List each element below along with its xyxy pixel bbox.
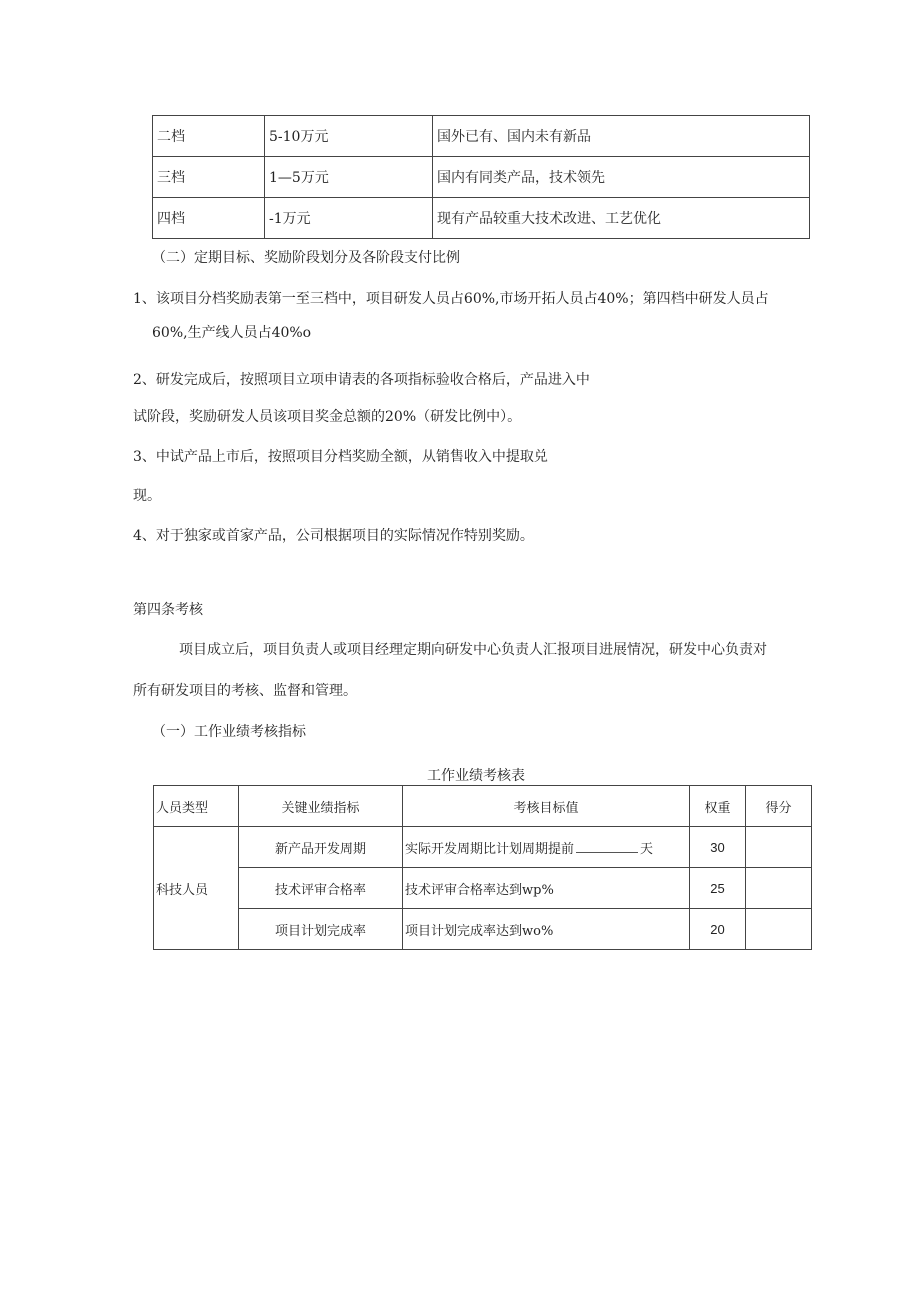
kpi-cell: 技术评审合格率 [239,868,403,909]
target-cell: 技术评审合格率达到wp% [403,868,690,909]
item2-line1: 2、研发完成后，按照项目立项申请表的各项指标验收合格后，产品进入中 [133,372,590,388]
article4-title: 第四条考核 [133,602,203,618]
kpi-cell: 新产品开发周期 [239,827,403,868]
target-cell [403,827,690,868]
header-cell: 人员类型 [154,786,239,827]
header-cell: 得分 [746,786,812,827]
header-cell: 权重 [690,786,746,827]
tier-cell: 四档 [153,198,265,239]
section2-heading: （二）定期目标、奖励阶段划分及各阶段支付比例 [152,250,460,266]
condition-cell: 国外已有、国内未有新品 [433,116,810,157]
header-cell: 关键业绩指标 [239,786,403,827]
item1-line2: 60%,生产线人员占40%o [152,325,312,341]
header-cell: 考核目标值 [403,786,690,827]
score-cell[interactable] [746,827,812,868]
condition-cell: 国内有同类产品，技术领先 [433,157,810,198]
table-row [154,909,812,950]
item2-line2: 试阶段，奖励研发人员该项目奖金总额的20%（研发比例中）。 [133,409,522,425]
score-cell[interactable] [746,868,812,909]
perf-table-caption: 工作业绩考核表 [427,768,525,784]
amount-cell: 5-10万元 [265,116,433,157]
kpi-cell: 项目计划完成率 [239,909,403,950]
blank-underline [576,842,638,853]
target-prefix: 实际开发周期比计划周期提前 [405,841,575,857]
item4: 4、对于独家或首家产品，公司根据项目的实际情况作特别奖励。 [133,528,534,544]
target-cell: 项目计划完成率达到wo% [403,909,690,950]
target-suffix: 天 [640,841,654,857]
table-row [154,868,812,909]
tier-cell: 二档 [153,116,265,157]
score-cell[interactable] [746,909,812,950]
table-header-row [154,786,812,827]
section1-heading: （一）工作业绩考核指标 [152,724,306,740]
weight-cell: 20 [690,909,746,950]
group-label-cell: 科技人员 [154,827,239,950]
item3-line2: 现。 [133,488,161,504]
item1-line1: 1、该项目分档奖励表第一至三档中，项目研发人员占60%,市场开拓人员占40%；第四档中研发人员占 [133,291,769,307]
amount-cell: 1—5万元 [265,157,433,198]
article4-paragraph-line1: 项目成立后，项目负责人或项目经理定期向研发中心负责人汇报项目进展情况，研发中心负责对 [179,642,767,658]
condition-cell: 现有产品较重大技术改进、工艺优化 [433,198,810,239]
article4-paragraph-line2: 所有研发项目的考核、监督和管理。 [133,683,357,699]
performance-table [153,785,812,950]
weight-cell: 25 [690,868,746,909]
amount-cell: -1万元 [265,198,433,239]
table-row [153,198,810,239]
tier-cell: 三档 [153,157,265,198]
tier-reward-table [152,115,810,239]
table-row [153,116,810,157]
table-row [153,157,810,198]
item3-line1: 3、中试产品上市后，按照项目分档奖励全额，从销售收入中提取兑 [133,449,548,465]
weight-cell: 30 [690,827,746,868]
table-row [154,827,812,868]
